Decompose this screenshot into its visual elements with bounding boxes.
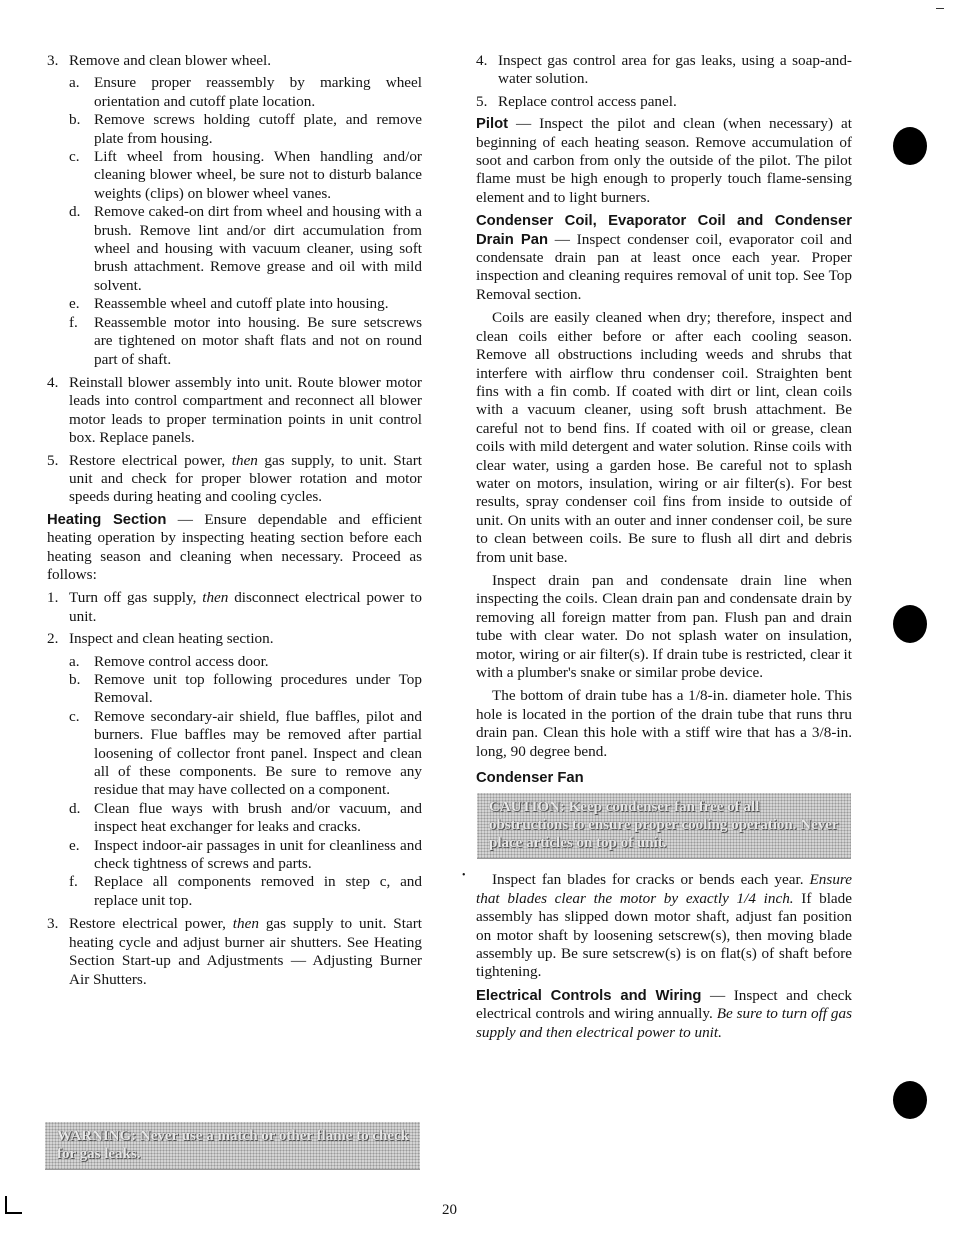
step-replace-access-panel: 5. Replace control access panel.	[476, 92, 677, 110]
step-restore-power: 5. Restore electrical power, then gas supply, to unit. Start unit and check for proper blower rotation and motor speeds during heating and cooling cycles.	[47, 451, 422, 506]
step-remove-blower-wheel: 3. Remove and clean blower wheel.	[47, 52, 271, 69]
drain-tube-paragraph: The bottom of drain tube has a 1/8-in. diameter hole. This hole is located in the portion of the drain tube that runs thru drain pan. Clean this hole with a stiff wire that has a 3/8-in. long, 90 degree bend.	[476, 687, 852, 760]
pilot-paragraph: Pilot — Inspect the pilot and clean (when necessary) at beginning of each heating season. Remove accumulation of soot and carbon from only the outside of the pilot. The pilot flame must be high enough to properly touch flame-sensing element and to light burners.	[476, 115, 852, 206]
substep: b. Remove unit top following procedures under Top Removal.	[69, 671, 422, 707]
binder-hole-bottom	[893, 1081, 927, 1119]
heating-step-2: 2. Inspect and clean heating section.	[47, 630, 274, 648]
step-reinstall-blower: 4. Reinstall blower assembly into unit. Route blower motor leads into control compartment and reconnect all blower motor leads to proper termination points in unit control box. Replace panels.	[47, 373, 422, 447]
condenser-coil-paragraph: Condenser Coil, Evaporator Coil and Condenser Drain Pan — Inspect condenser coil, evaporator coil and condensate drain pan at least once each year. Proper inspection and cleaning requires removal of unit top. See Top Removal section.	[476, 213, 852, 303]
left-column	[47, 52, 422, 993]
page-number: 20	[442, 1202, 457, 1218]
heading-heating-section: Heating Section	[47, 511, 167, 528]
crop-corner-mark	[5, 1196, 22, 1214]
heading-pilot: Pilot	[476, 116, 509, 133]
step-inspect-gas-control: 4. Inspect gas control area for gas leaks, using a soap-and-water solution.	[476, 52, 852, 88]
substep: d. Remove caked-on dirt from wheel and housing with a brush. Remove lint and/or dirt accumulation from wheel and housing with vacuum cleaner, using soft brush attachment. Remove grease and oil with mild solvent.	[69, 203, 422, 294]
substep: f. Replace all components removed in step c, and replace unit top.	[69, 873, 422, 909]
top-edge-tick	[936, 8, 944, 9]
heading-electrical-controls: Electrical Controls and Wiring	[476, 987, 702, 1004]
step-text: Remove and clean blower wheel.	[69, 52, 271, 69]
blower-substeps	[47, 74, 422, 369]
heating-step-1: 1. Turn off gas supply, then disconnect electrical power to unit.	[47, 589, 422, 625]
coils-cleaning-paragraph: Coils are easily cleaned when dry; therefore, inspect and clean coils either before or after each cooling season. Remove all obstructions including weeds and shrubs that interfere with airflow thru condenser coil. Straighten bent fins with a fin comb. If coated with dirt or lint, clean coils with a vacuum cleaner, using soft brush attachment. Be careful not to bend fins. If coated with oil or grease, clean coils with mild detergent and water solution. Rinse coils with clear water, using a garden hose. Be careful not to splash water on motors, insulation, wiring or air filter(s). For best results, spray condenser coil fins from inside to outside of unit. On units with an outer and inner condenser coil, be sure to clean between coils. Be sure to flush all dirt and debris from unit base.	[476, 309, 852, 566]
heading-condenser-fan: Condenser Fan	[476, 770, 584, 787]
warning-box	[45, 1122, 420, 1170]
heating-step-3: 3. Restore electrical power, then gas supply to unit. Start heating cycle and adjust burner air shutters. See Heating Section Start-up and Adjustments — Adjusting Burner Air Shutters.	[47, 915, 422, 988]
right-column	[476, 52, 852, 1047]
heading-condenser-coil: Condenser Coil, Evaporator Coil and Condenser Drain Pan	[476, 213, 852, 248]
warning-text: WARNING: Never use a match or other flame to check for gas leaks.	[57, 1128, 410, 1162]
substep: e. Inspect indoor-air passages in unit for cleanliness and check tightness of screws and parts.	[69, 836, 422, 873]
heating-section-paragraph: Heating Section — Ensure dependable and efficient heating operation by inspecting heating section before each heating season and cleaning when necessary. Proceed as follows:	[47, 510, 422, 583]
heating-substeps	[47, 653, 422, 911]
electrical-controls-paragraph: Electrical Controls and Wiring — Inspect and check electrical controls and wiring annually. Be sure to turn off gas supply and then electrical power to unit.	[476, 986, 852, 1041]
substep: e. Reassemble wheel and cutoff plate into housing.	[69, 295, 389, 313]
condenser-fan-paragraph: Inspect fan blades for cracks or bends each year. Ensure that blades clear the motor by exactly 1/4 inch. If blade assembly has slipped down motor shaft, adjust fan position on motor shaft by loosening setscrew(s), then moving blade assembly up. Be sure setscrew(s) is on flat(s) of shaft before tightening.	[476, 871, 852, 981]
substep: d. Clean flue ways with brush and/or vacuum, and inspect heat exchanger for leaks and cracks.	[69, 799, 422, 836]
substep: c. Lift wheel from housing. When handling and/or cleaning blower wheel, be sure not to disturb balance weights (clips) on blower wheel vanes.	[69, 148, 422, 202]
substep: c. Remove secondary-air shield, flue baffles, pilot and burners. Flue baffles may be removed after partial loosening of collector front panel. Inspect and clean all of these components. Be sure to remove any residue that may have collected on a component.	[69, 707, 422, 799]
substep: a. Ensure proper reassembly by marking wheel orientation and cutoff plate location.	[69, 74, 422, 110]
binder-hole-middle	[893, 605, 927, 643]
substep: a. Remove control access door.	[69, 652, 269, 670]
caution-text: CAUTION: Keep condenser fan free of all obstructions to ensure proper cooling operation. Never place articles on top of unit.	[489, 799, 839, 852]
substep: b. Remove screws holding cutoff plate, and remove plate from housing.	[69, 111, 422, 147]
drain-pan-paragraph: Inspect drain pan and condensate drain line when inspecting the coils. Clean drain pan and condensate drain by removing all foreign matter from pan. Flush pan and drain tube with clear water. Do not splash water on insulation, motor, wiring or air filter(s). If drain tube is restricted, clear it with a plumber's snake or similar probe device.	[476, 571, 852, 681]
small-bullet-mark: •	[462, 870, 466, 881]
binder-hole-top	[893, 127, 927, 165]
substep: f. Reassemble motor into housing. Be sure setscrews are tightened on motor shaft flats and not on round part of shaft.	[69, 313, 422, 368]
caution-box	[477, 793, 851, 859]
